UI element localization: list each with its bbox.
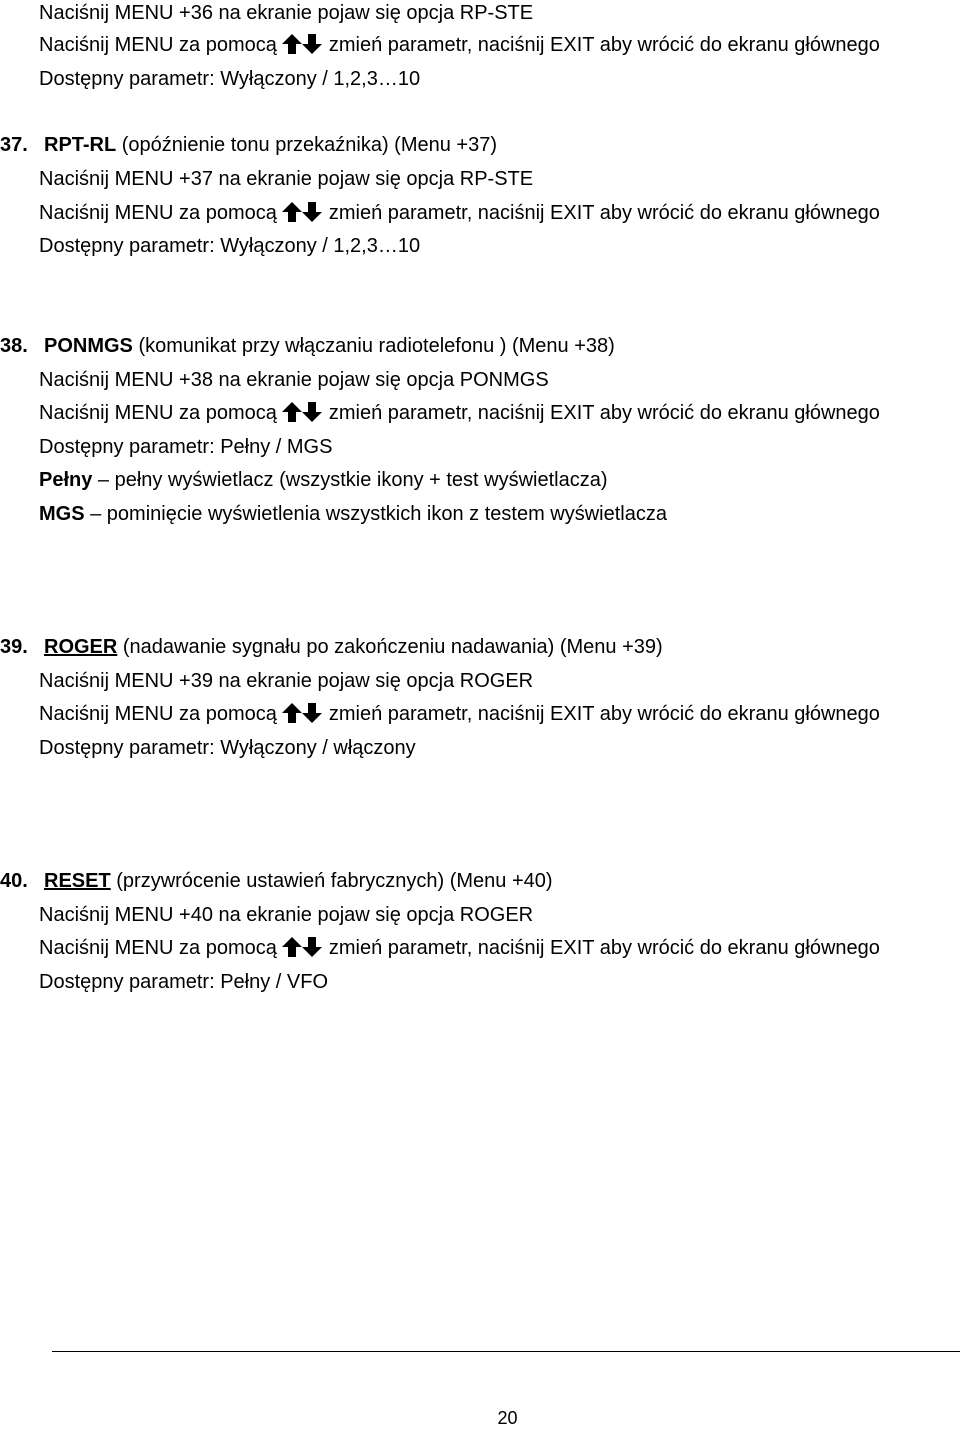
section-37-line1: Naciśnij MENU +37 na ekranie pojaw się opcja RP-STE bbox=[39, 168, 534, 190]
page-number: 20 bbox=[497, 1408, 518, 1428]
up-down-arrows-icon bbox=[281, 33, 327, 55]
section-38-heading bbox=[0, 333, 615, 359]
section-number: 39. bbox=[0, 636, 28, 658]
section-39-nav-line bbox=[39, 701, 880, 727]
section-39-param: Dostępny parametr: Wyłączony / włączony bbox=[39, 737, 416, 759]
up-down-arrows-icon bbox=[281, 936, 327, 958]
nav-text-before: Naciśnij MENU za pomocą bbox=[39, 402, 277, 424]
section-40-nav-line bbox=[39, 935, 880, 961]
footer-divider bbox=[52, 1351, 960, 1352]
section-37-nav-line bbox=[39, 200, 880, 226]
section-number: 37. bbox=[0, 134, 28, 156]
section-38-nav-line bbox=[39, 400, 880, 426]
section-38-line1: Naciśnij MENU +38 na ekranie pojaw się opcja PONMGS bbox=[39, 369, 549, 391]
nav-text-before: Naciśnij MENU za pomocą bbox=[39, 703, 277, 725]
section-desc: (komunikat przy włączaniu radiotelefonu ) (Menu +38) bbox=[132, 335, 615, 357]
option-text: – pełny wyświetlacz (wszystkie ikony + test wyświetlacza) bbox=[92, 469, 608, 491]
section-name: RESET bbox=[44, 870, 111, 892]
section-name: RPT-RL bbox=[44, 134, 117, 156]
section-name: PONMGS bbox=[44, 335, 133, 357]
up-down-arrows-icon bbox=[281, 401, 327, 423]
section-40-heading bbox=[0, 868, 553, 894]
section-38-option-mgs bbox=[39, 501, 667, 527]
nav-text-after: zmień parametr, naciśnij EXIT aby wrócić do ekranu głównego bbox=[328, 703, 880, 725]
intro-param-line: Dostępny parametr: Wyłączony / 1,2,3…10 bbox=[39, 68, 421, 90]
section-38-option-pelny bbox=[39, 467, 608, 493]
section-37-heading bbox=[0, 132, 497, 158]
section-number: 38. bbox=[0, 335, 28, 357]
intro-nav-line bbox=[39, 32, 880, 58]
section-desc: (przywrócenie ustawień fabrycznych) (Menu +40) bbox=[110, 870, 553, 892]
intro-line-menu36: Naciśnij MENU +36 na ekranie pojaw się opcja RP-STE bbox=[39, 2, 534, 24]
option-term: Pełny bbox=[39, 469, 93, 491]
section-39-line1: Naciśnij MENU +39 na ekranie pojaw się opcja ROGER bbox=[39, 670, 534, 692]
nav-text-after: zmień parametr, naciśnij EXIT aby wrócić do ekranu głównego bbox=[328, 34, 880, 56]
section-desc: (nadawanie sygnału po zakończeniu nadawania) (Menu +39) bbox=[117, 636, 663, 658]
nav-text-before: Naciśnij MENU za pomocą bbox=[39, 937, 277, 959]
up-down-arrows-icon bbox=[281, 201, 327, 223]
nav-text-before: Naciśnij MENU za pomocą bbox=[39, 202, 277, 224]
nav-text-after: zmień parametr, naciśnij EXIT aby wrócić do ekranu głównego bbox=[328, 937, 880, 959]
section-37-param: Dostępny parametr: Wyłączony / 1,2,3…10 bbox=[39, 235, 421, 257]
section-number: 40. bbox=[0, 870, 28, 892]
section-40-line1: Naciśnij MENU +40 na ekranie pojaw się opcja ROGER bbox=[39, 904, 534, 926]
nav-text-after: zmień parametr, naciśnij EXIT aby wrócić do ekranu głównego bbox=[328, 202, 880, 224]
section-name: ROGER bbox=[44, 636, 118, 658]
nav-text-before: Naciśnij MENU za pomocą bbox=[39, 34, 277, 56]
up-down-arrows-icon bbox=[281, 702, 327, 724]
nav-text-after: zmień parametr, naciśnij EXIT aby wrócić do ekranu głównego bbox=[328, 402, 880, 424]
option-term: MGS bbox=[39, 503, 85, 525]
section-desc: (opóźnienie tonu przekaźnika) (Menu +37) bbox=[116, 134, 497, 156]
option-text: – pominięcie wyświetlenia wszystkich ikon z testem wyświetlacza bbox=[84, 503, 667, 525]
section-38-param: Dostępny parametr: Pełny / MGS bbox=[39, 436, 333, 458]
section-39-heading bbox=[0, 634, 663, 660]
section-40-param: Dostępny parametr: Pełny / VFO bbox=[39, 971, 329, 993]
